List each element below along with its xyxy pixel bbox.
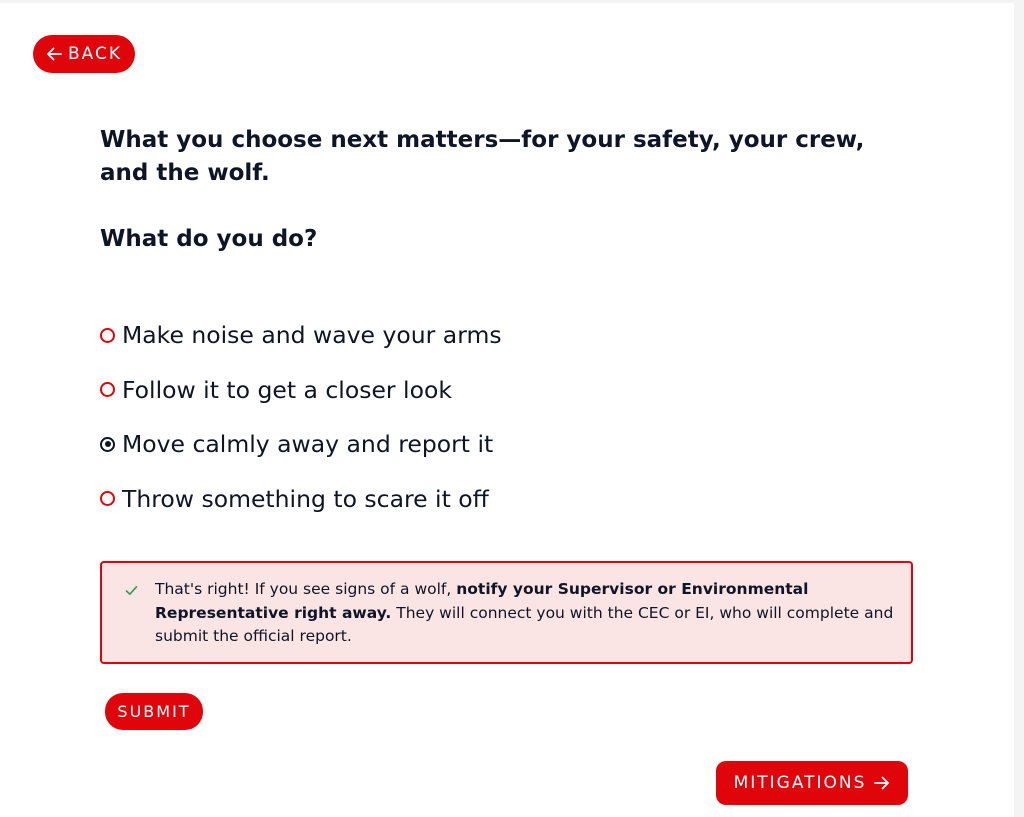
question-block bbox=[100, 124, 880, 256]
feedback-lead: That's right! If you see signs of a wolf, bbox=[155, 580, 457, 598]
feedback-panel bbox=[100, 561, 913, 664]
option-label[interactable]: Move calmly away and report it bbox=[122, 430, 494, 459]
arrow-left-icon bbox=[46, 47, 62, 61]
option-label[interactable]: Follow it to get a closer look bbox=[122, 375, 452, 404]
radio-unselected-icon[interactable] bbox=[100, 328, 115, 343]
mitigations-button-label: MITIGATIONS bbox=[733, 773, 867, 793]
back-button-label: BACK bbox=[67, 44, 122, 64]
option-throw-something[interactable] bbox=[100, 472, 800, 527]
radio-selected-icon[interactable] bbox=[100, 437, 115, 452]
feedback-text bbox=[155, 578, 895, 649]
option-make-noise[interactable] bbox=[100, 308, 800, 363]
question-prompt: What do you do? bbox=[100, 226, 318, 252]
feedback-rest: They will connect you with the CEC or EI, who will complete and submit the official report. bbox=[155, 603, 894, 645]
submit-button[interactable]: SUBMIT bbox=[105, 693, 203, 730]
back-button[interactable] bbox=[33, 35, 135, 73]
question-statement: What you choose next matters—for your safety, your crew, and the wolf. bbox=[100, 127, 865, 186]
scrollbar-track[interactable] bbox=[1014, 0, 1024, 817]
radio-unselected-icon[interactable] bbox=[100, 382, 115, 397]
radio-unselected-icon[interactable] bbox=[100, 491, 115, 506]
option-move-away[interactable] bbox=[100, 417, 800, 472]
option-follow-it[interactable] bbox=[100, 363, 800, 418]
quiz-page bbox=[0, 3, 1014, 817]
option-label[interactable]: Make noise and wave your arms bbox=[122, 321, 502, 350]
mitigations-button[interactable] bbox=[716, 761, 908, 805]
answer-options bbox=[100, 308, 800, 526]
arrow-right-icon bbox=[874, 776, 890, 790]
feedback-emphasis: notify your Supervisor or Environmental Representative right away. bbox=[155, 580, 809, 622]
checkmark-icon bbox=[125, 581, 138, 600]
option-label[interactable]: Throw something to scare it off bbox=[122, 484, 489, 513]
